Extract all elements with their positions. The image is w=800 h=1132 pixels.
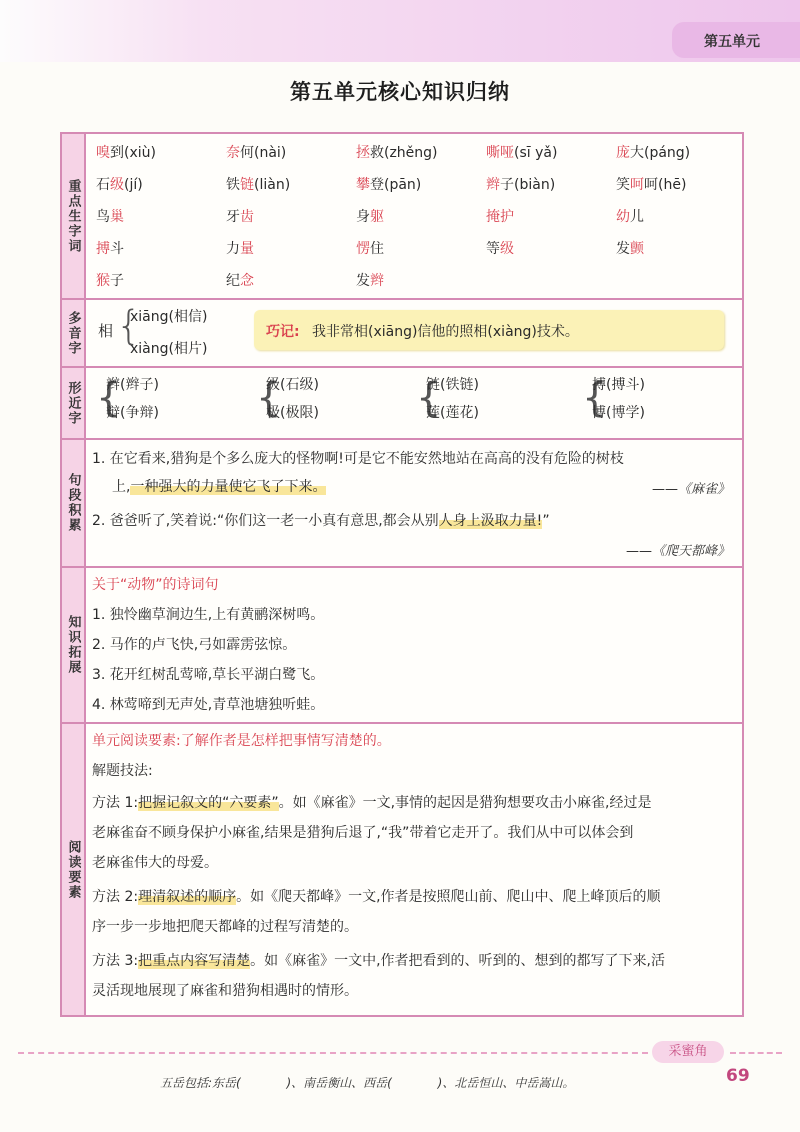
- vocab-word: 幼儿: [616, 209, 644, 225]
- polyphone-reading-1: xiāng(相信): [130, 309, 208, 325]
- sentence-1-source: ——《麻雀》: [651, 482, 730, 497]
- reading-side-label: 阅读要素: [62, 724, 86, 1015]
- extension-heading: 关于“动物”的诗词句: [92, 577, 219, 593]
- page-title: 第五单元核心知识归纳: [290, 80, 510, 104]
- method-2-line-1: 方法 2:理清叙述的顺序。如《爬天都峰》一文,作者是按照爬山前、爬山中、爬上峰顶后的顺: [92, 889, 661, 905]
- vocab-word: 纪念: [226, 273, 254, 289]
- similar-section: 形近字 { 辫(辫子) 辩(争辩) { 级(石级) 极(极限) { 链(铁链) 莲(莲花) { 搏(搏斗) 博(博学): [62, 368, 742, 440]
- brace-icon: {: [256, 375, 282, 421]
- method-2-line-2: 序一步一步地把爬天都峰的过程写清楚的。: [92, 919, 358, 935]
- vocab-word: 石级(jí): [96, 177, 143, 193]
- sentence-2: 2. 爸爸听了,笑着说:“你们这一老一小真有意思,都会从别人身上汲取力量!”: [92, 513, 550, 529]
- sentence-1-line-1: 1. 在它看来,猎狗是个多么庞大的怪物啊!可是它不能安然地站在高高的没有危险的树枝: [92, 451, 624, 467]
- method-3-line-1: 方法 3:把重点内容写清楚。如《麻雀》一文中,作者把看到的、听到的、想到的都写了下来,活: [92, 953, 665, 969]
- knowledge-table: [60, 132, 744, 1017]
- vocab-word: 辫子(biàn): [486, 177, 556, 193]
- unit-tab-label: 第五单元: [704, 34, 760, 50]
- vocab-word: 身躯: [356, 209, 384, 225]
- corner-badge: 采蜜角: [652, 1041, 724, 1063]
- vocab-grid: [96, 142, 746, 293]
- vocab-word: 嗅到(xiù): [96, 145, 156, 161]
- vocab-word: 攀登(pān): [356, 177, 422, 193]
- reading-heading: 单元阅读要素:了解作者是怎样把事情写清楚的。: [92, 733, 391, 749]
- vocab-word: 发颤: [616, 241, 644, 257]
- vocab-word: 发辫: [356, 273, 384, 289]
- memo-label: 巧记:: [266, 324, 300, 340]
- polyphone-reading-2: xiàng(相片): [130, 341, 208, 357]
- vocab-word: 牙齿: [226, 209, 254, 225]
- footer-divider: [18, 1052, 648, 1054]
- footer-divider-right: [730, 1052, 782, 1054]
- footer-quiz: 五岳包括:东岳( )、南岳衡山、西岳( )、北岳恒山、中岳嵩山。: [160, 1076, 575, 1090]
- reading-section: [62, 724, 742, 1015]
- vocab-word: 力量: [226, 241, 254, 257]
- method-3-line-2: 灵活现地展现了麻雀和猎狗相遇时的情形。: [92, 983, 358, 999]
- brace-icon: {: [116, 303, 142, 349]
- brace-icon: {: [416, 375, 442, 421]
- polyphone-section: [62, 300, 742, 368]
- brace-icon: {: [582, 375, 608, 421]
- vocab-word: 愣住: [356, 241, 384, 257]
- poem-line-3: 3. 花开红树乱莺啼,草长平湖白鹭飞。: [92, 667, 325, 683]
- vocab-word: 等级: [486, 241, 514, 257]
- vocab-word: 奈何(nài): [226, 145, 287, 161]
- vocab-side-label: 重点生字词: [62, 134, 86, 298]
- sentence-2-source: ——《爬天都峰》: [625, 544, 730, 559]
- similar-side-label: 形近字: [62, 368, 86, 438]
- vocab-word: 庞大(páng): [616, 145, 691, 161]
- vocab-word: 铁链(liàn): [226, 177, 291, 193]
- brace-icon: {: [96, 375, 122, 421]
- poem-line-2: 2. 马作的卢飞快,弓如霹雳弦惊。: [92, 637, 297, 653]
- sentences-section: [62, 440, 742, 568]
- polyphone-char: 相: [98, 322, 114, 340]
- vocab-word: 猴子: [96, 273, 124, 289]
- method-1-line-2: 老麻雀奋不顾身保护小麻雀,结果是猎狗后退了,“我”带着它走开了。我们从中可以体会到: [92, 825, 634, 841]
- poem-line-4: 4. 林莺啼到无声处,青草池塘独听蛙。: [92, 697, 325, 713]
- vocab-word: 掩护: [486, 209, 514, 225]
- vocab-word: 搏斗: [96, 241, 124, 257]
- poem-line-1: 1. 独怜幽草涧边生,上有黄鹂深树鸣。: [92, 607, 325, 623]
- sentence-1-line-2: 上,一种强大的力量使它飞了下来。: [112, 479, 327, 495]
- unit-tab: [672, 22, 800, 58]
- vocab-word: 拯救(zhěng): [356, 145, 438, 161]
- extension-section: [62, 568, 742, 724]
- tips-title: 解题技法:: [92, 763, 153, 779]
- vocab-word: 嘶哑(sī yǎ): [486, 145, 558, 161]
- vocab-word: 鸟巢: [96, 209, 124, 225]
- memo-note: [254, 310, 724, 350]
- polyphone-side-label: 多音字: [62, 300, 86, 366]
- method-1-line-1: 方法 1:把握记叙文的“六要素”。如《麻雀》一文,事情的起因是猎狗想要攻击小麻雀,经过是: [92, 795, 652, 811]
- extension-side-label: 知识拓展: [62, 568, 86, 722]
- memo-text: 我非常相(xiāng)信他的照相(xiàng)技术。: [312, 324, 579, 340]
- vocab-word: 笑呵呵(hē): [616, 177, 687, 193]
- method-1-line-3: 老麻雀伟大的母爱。: [92, 855, 218, 871]
- vocab-section: [62, 134, 742, 300]
- sentences-side-label: 句段积累: [62, 440, 86, 566]
- page-number: 69: [726, 1066, 750, 1086]
